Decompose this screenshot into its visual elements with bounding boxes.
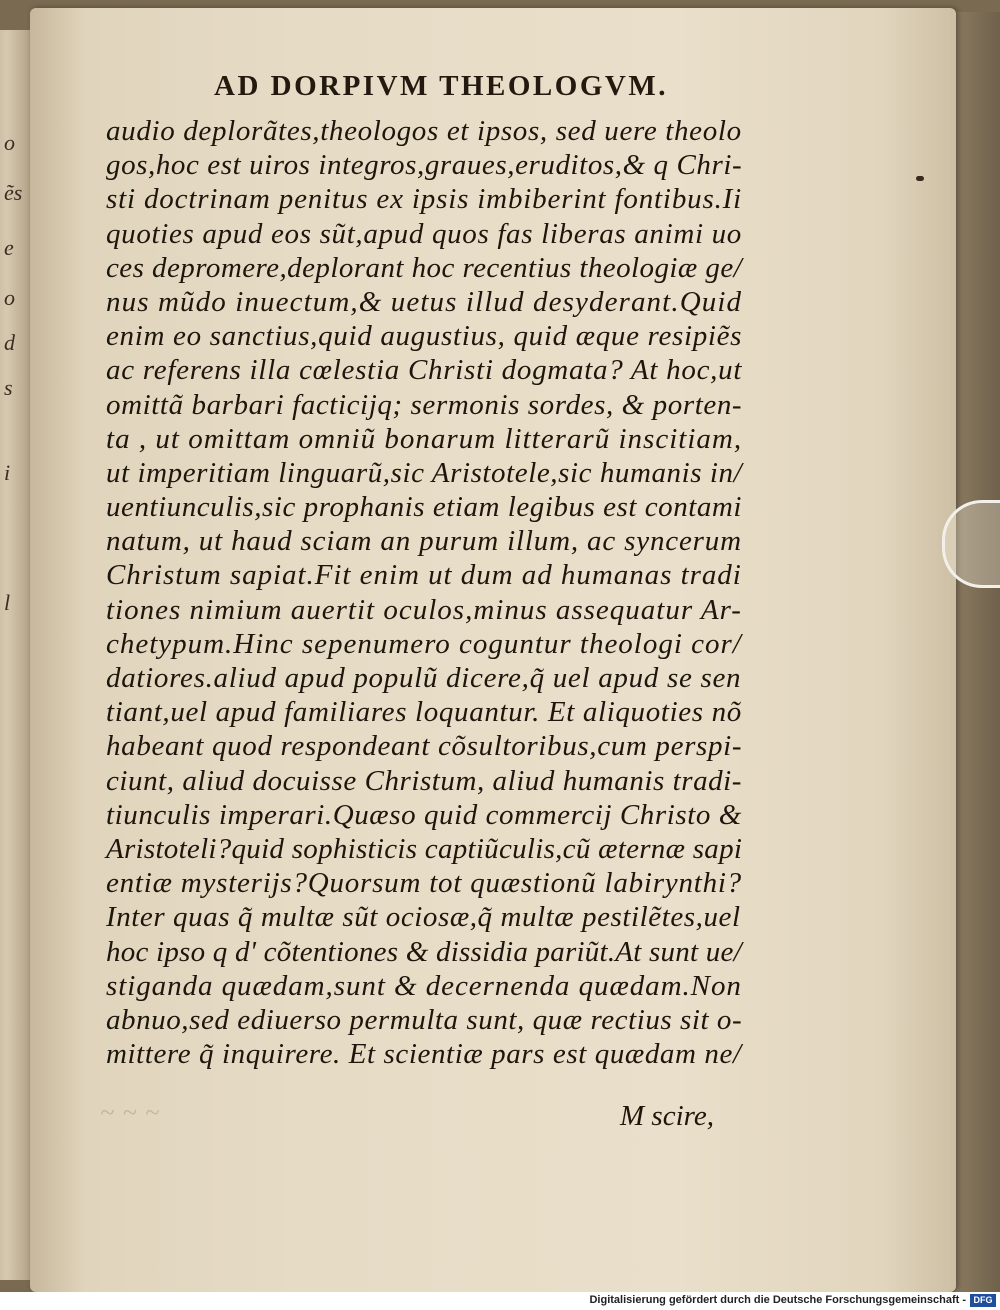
facing-page-fragment: o [4, 285, 15, 310]
text-line: hoc ipso q d' cõtentiones & dissidia pariũt.At sunt ue/ [106, 935, 742, 968]
facing-page-fragment: s [4, 375, 13, 400]
text-line: tiunculis imperari.Quæso quid commercij Christo & [106, 798, 742, 831]
facing-page-fragment: d [4, 330, 15, 355]
funding-credit: Digitalisierung gefördert durch die Deutsche Forschungsgemeinschaft - [589, 1294, 966, 1306]
facing-page-fragment: l [4, 590, 11, 615]
text-line: Inter quas q̃ multæ sũt ociosæ,q̃ multæ pestilẽtes,uel [106, 901, 741, 934]
dfg-logo: DFG [970, 1294, 996, 1307]
text-line: mittere q̃ inquirere. Et scientiæ pars est quædam ne/ [106, 1038, 742, 1071]
text-line: abnuo,sed ediuerso permulta sunt, quæ rectius sit o- [106, 1003, 743, 1036]
text-line: tiant,uel apud familiares loquantur. Et aliquoties nõ [106, 696, 742, 729]
text-line: audio deplorãtes,theologos et ipsos, sed uere theolo [106, 115, 742, 147]
text-line: sti doctrinam penitus ex ipsis imbiberint fontibus.Ii [106, 183, 743, 216]
facing-page-fragment: o [4, 130, 15, 155]
facing-page-fragment: i [4, 460, 11, 485]
text-line: enim eo sanctius,quid augustius, quid æque resipiẽs [106, 320, 743, 353]
text-line: stiganda quædam,sunt & decernenda quædam.Non [106, 969, 742, 1002]
show-through-ink: ~ ~ ~ [100, 1098, 161, 1127]
text-line: nus mũdo inuectum,& uetus illud desyderant.Quid [106, 285, 743, 318]
text-line: chetypum.Hinc sepenumero coguntur theologi cor/ [106, 627, 742, 660]
text-line: gos,hoc est uiros integros,graues,eruditos,& q Chri- [106, 149, 743, 182]
text-line: uentiunculis,sic prophanis etiam legibus est contami [106, 491, 742, 524]
text-line: ciunt, aliud docuisse Christum, aliud humanis tradi- [106, 764, 742, 797]
text-line: Christum sapiat.Fit enim ut dum ad humanas tradi [106, 559, 742, 592]
page-stack-edge [955, 12, 1000, 1292]
text-line: habeant quod respondeant cõsultoribus,cum perspi- [106, 730, 743, 763]
facing-page-fragment: ẽs [4, 180, 23, 205]
text-line: quoties apud eos sũt,apud quos fas liberas animi uo [106, 217, 742, 250]
text-line: ces depromere,deplorant hoc recentius theologiæ ge/ [106, 251, 743, 284]
text-line: ac referens illa cœlestia Christi dogmata? At hoc,ut [106, 354, 743, 387]
text-block [106, 114, 746, 1071]
catchword: M scire, [620, 1100, 714, 1132]
ink-speck [916, 176, 924, 181]
text-line: tiones nimium auertit oculos,minus assequatur Ar- [106, 593, 742, 626]
text-line: entiæ mysterijs?Quorsum tot quæstionũ labirynthi? [106, 867, 742, 900]
text-line: ta , ut omittam omniũ bonarum litterarũ inscitiam, [106, 422, 743, 455]
running-head: AD DORPIVM THEOLOGVM. [214, 70, 668, 102]
text-line: omittã barbari facticijq; sermonis sordes, & porten- [106, 388, 743, 421]
text-line: datiores.aliud apud populũ dicere,q̃ uel apud se sen [106, 662, 742, 694]
text-line: natum, ut haud sciam an purum illum, ac syncerum [106, 525, 742, 558]
footer-bar [0, 1292, 1000, 1310]
facing-page-fragment: e [4, 235, 14, 260]
text-line: Aristoteli?quid sophisticis captiũculis,cũ æternæ sapi [106, 832, 743, 865]
text-line: ut imperitiam linguarũ,sic Aristotele,sic humanis in/ [106, 456, 743, 489]
